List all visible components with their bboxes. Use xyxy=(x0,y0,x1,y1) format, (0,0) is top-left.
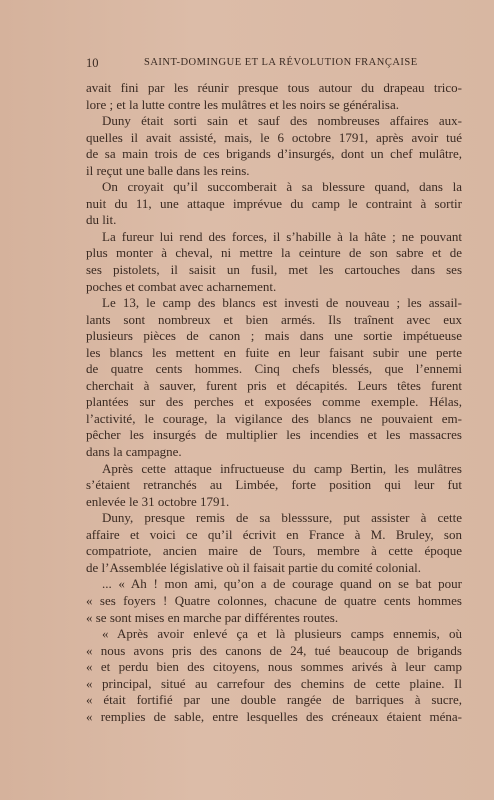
text-line: s’étaient retranchés au Limbée, forte position qui leur fut xyxy=(86,477,462,493)
text-line: Après cette attaque infructueuse du camp Bertin, les mulâtres xyxy=(102,460,462,476)
text-line: « Après avoir enlevé ça et là plusieurs camps ennemis, où xyxy=(102,626,462,642)
text-line: lants sont nombreux et bien armés. Ils traînent avec eux xyxy=(86,311,462,327)
text-line: avait fini par les réunir presque tous autour du drapeau trico- xyxy=(86,80,462,95)
text-line: lore ; et la lutte contre les mulâtres et les noirs se généralisa. xyxy=(86,96,399,112)
text-line: de sa main trois de ces brigands d’insurgés, dont un chef mulâtre, xyxy=(86,146,462,162)
text-line: La fureur lui rend des forces, il s’habille à la hâte ; ne pouvant xyxy=(102,228,462,244)
text-line: plusieurs pièces de canon ; mais dans une sortie impétueuse xyxy=(86,328,462,344)
text-line: « ses foyers ! Quatre colonnes, chacune de quatre cents hommes xyxy=(86,592,462,608)
page-number: 10 xyxy=(86,56,99,70)
text-line: du lit. xyxy=(86,212,117,228)
text-line: « principal, situé au carrefour des chemins de cette plaine. Il xyxy=(86,675,462,691)
text-line: l’activité, le courage, la vigilance des blancs ne pouvaient em- xyxy=(86,410,462,426)
text-line: ses pistolets, il saisit un fusil, met les cartouches dans ses xyxy=(86,262,462,278)
text-line: ... « Ah ! mon ami, qu’on a de courage quand on se bat pour xyxy=(102,576,462,592)
text-line: de quatre cents hommes. Cinq chefs blessés, que l’ennemi xyxy=(86,361,462,377)
text-line: quelles il avait assisté, mais, le 6 octobre 1791, après avoir tué xyxy=(86,129,462,145)
page-header xyxy=(86,56,462,74)
text-line: nuit du 11, une attaque imprévue du camp le contraint à sortir xyxy=(86,195,462,211)
text-line: « nous avons pris des canons de 24, tué beaucoup de brigands xyxy=(86,642,462,658)
text-line: Duny, presque remis de sa blesssure, put assister à cette xyxy=(102,510,462,526)
running-title: SAINT-DOMINGUE ET LA RÉVOLUTION FRANÇAISE xyxy=(144,57,418,68)
text-line: compatriote, ancien maire de Tours, membre à cette époque xyxy=(86,543,462,559)
text-line: On croyait qu’il succomberait à sa blessure quand, dans la xyxy=(102,179,462,195)
text-line: pêcher les insurgés de multiplier les incendies et les massacres xyxy=(86,427,462,443)
text-line: les blancs les mettent en fuite en leur faisant subir une perte xyxy=(86,344,462,360)
text-line: poches et combat avec acharnement. xyxy=(86,278,277,294)
text-line: Le 13, le camp des blancs est investi de nouveau ; les assail- xyxy=(102,295,462,311)
text-line: Duny était sorti sain et sauf des nombreuses affaires aux- xyxy=(102,113,462,129)
text-line: « était fortifié par une double rangée de barriques à sucre, xyxy=(86,692,462,708)
text-line: « remplies de sable, entre lesquelles des créneaux étaient ména- xyxy=(86,708,462,724)
text-line: dans la campagne. xyxy=(86,444,182,460)
body-text xyxy=(86,80,462,725)
text-line: plus monter à cheval, ni mettre la ceinture de son sabre et de xyxy=(86,245,462,261)
text-line: il reçut une balle dans les reins. xyxy=(86,162,250,178)
text-line: affaire et voici ce qu’il écrivit en France à M. Bruley, son xyxy=(86,526,462,542)
text-line: plantées sur des perches et exposées comme exemple. Hélas, xyxy=(86,394,462,410)
text-line: cherchait à sauver, furent pris et décapités. Leurs têtes furent xyxy=(86,377,462,393)
text-line: « et perdu bien des citoyens, nous sommes arivés à leur camp xyxy=(86,659,462,675)
text-line: « se sont mises en marche par différentes routes. xyxy=(86,609,339,625)
text-line: de l’Assemblée législative où il faisait partie du comité colonial. xyxy=(86,559,422,575)
text-line: enlevée le 31 octobre 1791. xyxy=(86,493,230,509)
